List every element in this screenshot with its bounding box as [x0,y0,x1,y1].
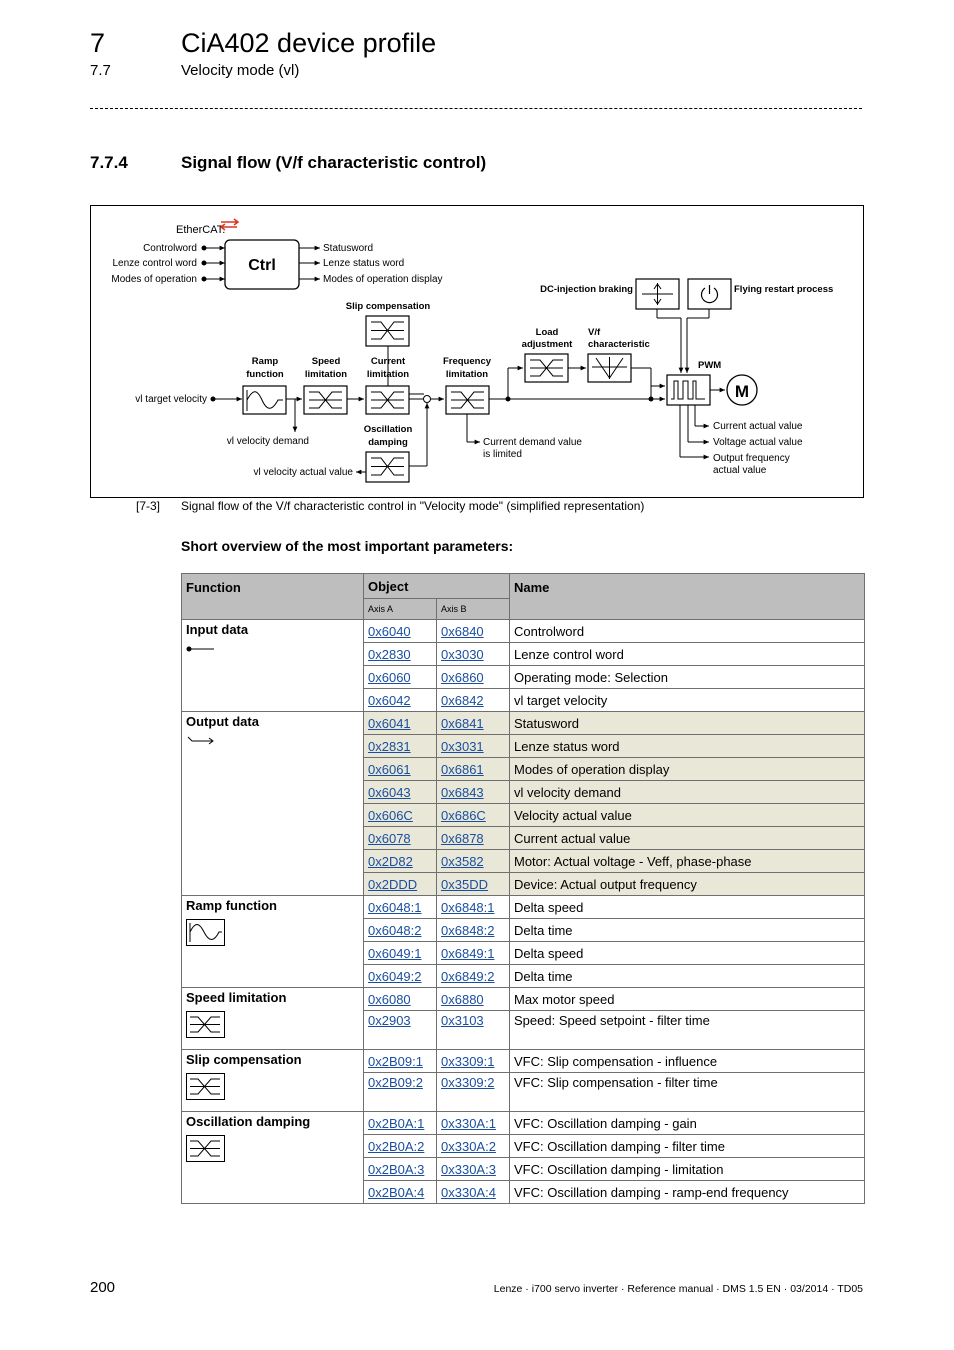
object-axis-b-link[interactable]: 0x6849:2 [437,965,510,988]
object-axis-a-link[interactable]: 0x2D82 [364,850,437,873]
object-axis-a-link[interactable]: 0x2831 [364,735,437,758]
parameter-name: VFC: Oscillation damping - limitation [510,1158,865,1181]
table-row [182,620,865,643]
frequency-limitation-label-2: limitation [445,369,489,380]
ctrl-label: Ctrl [248,257,276,274]
signal-flow-diagram [90,205,864,498]
parameter-name: VFC: Oscillation damping - ramp-end frequency [510,1181,865,1204]
input-signals [111,243,225,285]
parameter-name: Modes of operation display [510,758,865,781]
limitation-icon [186,1135,359,1166]
object-axis-a-link[interactable]: 0x2B0A:2 [364,1135,437,1158]
function-label: Output data [186,714,259,729]
object-axis-a-link[interactable]: 0x2B0A:4 [364,1181,437,1204]
chapter-number: 7 [90,28,106,58]
object-axis-a-link[interactable]: 0x2B0A:1 [364,1112,437,1135]
object-axis-b-link[interactable]: 0x3582 [437,850,510,873]
vl-velocity-actual-label: vl velocity actual value [253,467,353,478]
function-cell [182,1112,364,1204]
object-axis-a-link[interactable]: 0x606C [364,804,437,827]
object-axis-a-link[interactable]: 0x6078 [364,827,437,850]
object-axis-b-link[interactable]: 0x6841 [437,712,510,735]
parameter-name: VFC: Slip compensation - filter time [510,1073,865,1112]
section-title: Velocity mode (vl) [181,62,300,79]
vf-characteristic-block [588,354,631,382]
footer-info: Lenze · i700 servo inverter · Reference manual · DMS 1.5 EN · 03/2014 · TD05 [493,1283,863,1295]
ethercat-logo [176,219,238,236]
ethercat-logo-text: EtherCAT. [176,224,226,236]
oscillation-damping-block [366,452,409,482]
oscillation-damping-label-1: Oscillation [363,424,413,435]
parameter-name: Device: Actual output frequency [510,873,865,896]
function-label: Slip compensation [186,1052,302,1067]
object-axis-a-link[interactable]: 0x2DDD [364,873,437,896]
current-limitation-label-1: Current [370,356,406,367]
object-axis-a-link[interactable]: 0x6080 [364,988,437,1011]
section-number: 7.7 [90,62,111,79]
function-label: Speed limitation [186,990,287,1005]
vl-velocity-demand-label: vl velocity demand [226,436,309,447]
function-cell [182,896,364,988]
output-lenze-status-word: Lenze status word [323,258,405,269]
vl-target-velocity-label: vl target velocity [135,394,207,405]
subsection-title: Signal flow (V/f characteristic control) [181,153,487,172]
flying-restart-label: Flying restart process [734,284,834,295]
limitation-icon [186,1073,359,1104]
input-arrow-icon [186,643,359,658]
object-axis-a-link[interactable]: 0x6049:2 [364,965,437,988]
header-function: Function [182,574,364,620]
ramp-label-2: function [246,369,284,380]
object-axis-b-link[interactable]: 0x3309:2 [437,1073,510,1112]
object-axis-b-link[interactable]: 0x330A:3 [437,1158,510,1181]
object-axis-a-link[interactable]: 0x2B0A:3 [364,1158,437,1181]
function-cell [182,1050,364,1112]
object-axis-a-link[interactable]: 0x6049:1 [364,942,437,965]
object-axis-b-link[interactable]: 0x3031 [437,735,510,758]
load-adjustment-block [525,354,568,382]
output-arrow-icon [186,735,359,750]
parameter-name: Delta time [510,919,865,942]
object-axis-b-link[interactable]: 0x35DD [437,873,510,896]
pwm-label: PWM [698,360,722,371]
input-modes-of-operation: Modes of operation [111,274,197,285]
parameter-name: VFC: Oscillation damping - gain [510,1112,865,1135]
figure-caption: Signal flow of the V/f characteristic control in "Velocity mode" (simplified representation) [181,499,645,513]
function-label: Ramp function [186,898,277,913]
header-axis-a: Axis A [364,599,437,620]
function-label: Oscillation damping [186,1114,311,1129]
object-axis-b-link[interactable]: 0x330A:1 [437,1112,510,1135]
object-axis-b-link[interactable]: 0x6860 [437,666,510,689]
parameter-name: vl velocity demand [510,781,865,804]
load-adjustment-label-2: adjustment [521,339,573,350]
object-axis-b-link[interactable]: 0x330A:4 [437,1181,510,1204]
output-frequency-label-2: actual value [713,465,767,476]
object-axis-b-link[interactable]: 0x6878 [437,827,510,850]
oscillation-damping-label-2: damping [368,437,408,448]
header-object: Object [364,574,510,599]
parameter-name: VFC: Slip compensation - influence [510,1050,865,1073]
summing-node [424,396,431,403]
function-cell [182,620,364,712]
object-axis-a-link[interactable]: 0x6042 [364,689,437,712]
parameter-name: Max motor speed [510,988,865,1011]
object-axis-b-link[interactable]: 0x330A:2 [437,1135,510,1158]
frequency-limitation-block [446,386,489,414]
parameter-name: Delta time [510,965,865,988]
table-row [182,896,865,919]
ramp-function-block [243,386,286,414]
flying-restart-block [688,279,731,309]
current-limitation-block [366,386,409,414]
separator-line [90,108,862,109]
speed-limitation-label-1: Speed [311,356,341,367]
object-axis-b-link[interactable]: 0x3030 [437,643,510,666]
object-axis-a-link[interactable]: 0x6040 [364,620,437,643]
slip-compensation-block [366,316,409,346]
object-axis-b-link[interactable]: 0x3103 [437,1011,510,1050]
current-demand-label-1: Current demand value [483,437,582,448]
dc-braking-block [636,279,679,309]
limitation-icon [186,1011,359,1042]
input-lenze-control-word: Lenze control word [112,258,197,269]
object-axis-a-link[interactable]: 0x6041 [364,712,437,735]
frequency-limitation-label-1: Frequency [442,356,492,367]
function-label: Input data [186,622,249,637]
function-cell [182,712,364,896]
parameter-name: vl target velocity [510,689,865,712]
chapter-title: CiA402 device profile [181,28,437,58]
parameter-name: Lenze control word [510,643,865,666]
overview-heading: Short overview of the most important parameters: [181,538,514,554]
object-axis-b-link[interactable]: 0x6842 [437,689,510,712]
current-demand-label-2: is limited [483,449,522,460]
parameter-name: Controlword [510,620,865,643]
parameter-name: Velocity actual value [510,804,865,827]
current-actual-label: Current actual value [713,421,803,432]
output-signals [299,243,443,285]
header-name: Name [510,574,865,620]
pwm-block [667,375,710,405]
header-axis-b: Axis B [437,599,510,620]
object-axis-b-link[interactable]: 0x3309:1 [437,1050,510,1073]
table-row [182,1050,865,1073]
object-axis-a-link[interactable]: 0x2830 [364,643,437,666]
object-axis-b-link[interactable]: 0x6880 [437,988,510,1011]
output-modes-display: Modes of operation display [323,274,443,285]
parameter-name: Speed: Speed setpoint - filter time [510,1011,865,1050]
parameter-name: Lenze status word [510,735,865,758]
object-axis-a-link[interactable]: 0x2B09:1 [364,1050,437,1073]
parameter-name: Motor: Actual voltage - Veff, phase-phase [510,850,865,873]
parameter-name: Delta speed [510,942,865,965]
ramp-function-icon [186,919,359,950]
object-axis-b-link[interactable]: 0x6861 [437,758,510,781]
slip-compensation-label: Slip compensation [345,301,431,312]
dc-braking-label: DC-injection braking [540,284,633,295]
object-axis-b-link[interactable]: 0x686C [437,804,510,827]
table-row [182,988,865,1011]
object-axis-b-link[interactable]: 0x6848:2 [437,919,510,942]
object-axis-a-link[interactable]: 0x6060 [364,666,437,689]
parameter-name: Statusword [510,712,865,735]
page-number: 200 [90,1279,116,1296]
object-axis-a-link[interactable]: 0x6043 [364,781,437,804]
table-row [182,712,865,735]
object-axis-a-link[interactable]: 0x6048:2 [364,919,437,942]
object-axis-a-link[interactable]: 0x6061 [364,758,437,781]
speed-limitation-block [304,386,347,414]
speed-limitation-label-2: limitation [304,369,348,380]
input-controlword: Controlword [143,243,197,254]
object-axis-b-link[interactable]: 0x6849:1 [437,942,510,965]
output-frequency-label-1: Output frequency [713,453,790,464]
output-statusword: Statusword [323,243,374,254]
load-adjustment-label-1: Load [535,327,559,338]
ramp-label-1: Ramp [251,356,279,367]
vf-label-2: characteristic [588,339,650,350]
parameter-name: Delta speed [510,896,865,919]
subsection-number: 7.7.4 [90,153,128,172]
motor-label: M [734,382,750,401]
figure-number: [7-3] [136,499,161,513]
parameter-table [181,573,865,1204]
function-cell [182,988,364,1050]
object-axis-b-link[interactable]: 0x6848:1 [437,896,510,919]
vf-label-1: V/f [588,327,601,338]
parameter-name: Operating mode: Selection [510,666,865,689]
object-axis-b-link[interactable]: 0x6843 [437,781,510,804]
voltage-actual-label: Voltage actual value [713,437,803,448]
object-axis-b-link[interactable]: 0x6840 [437,620,510,643]
parameter-name: Current actual value [510,827,865,850]
object-axis-a-link[interactable]: 0x2B09:2 [364,1073,437,1112]
current-limitation-label-2: limitation [366,369,410,380]
object-axis-a-link[interactable]: 0x6048:1 [364,896,437,919]
parameter-name: VFC: Oscillation damping - filter time [510,1135,865,1158]
table-row [182,1112,865,1135]
object-axis-a-link[interactable]: 0x2903 [364,1011,437,1050]
